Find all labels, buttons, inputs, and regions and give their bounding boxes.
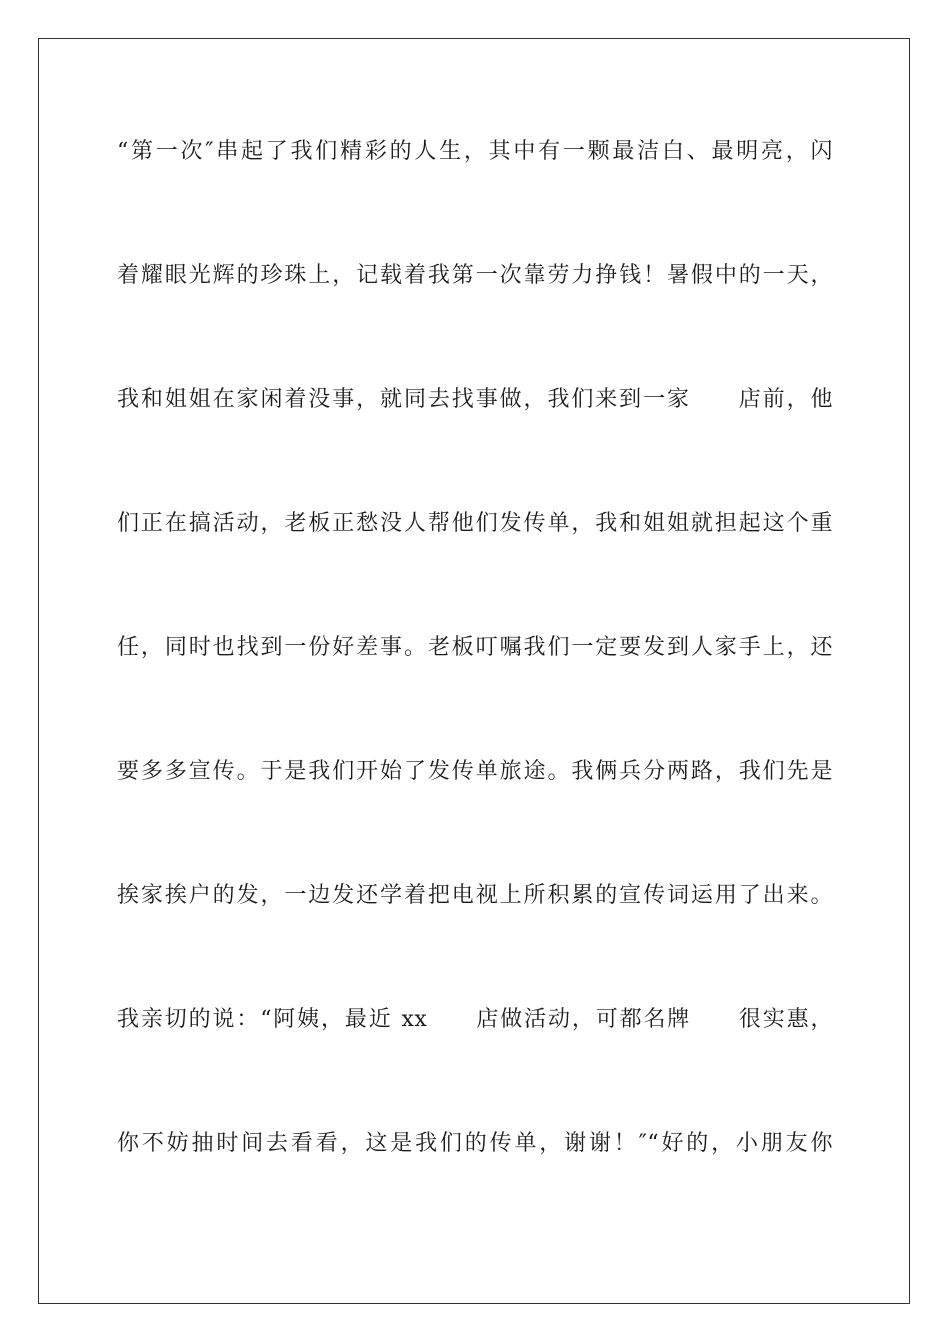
text-line-6: 要多多宣传。于是我们开始了发传单旅途。我俩兵分两路，我们先是	[117, 759, 833, 784]
text-line-2: 着耀眼光辉的珍珠上，记载着我第一次靠劳力挣钱！暑假中的一天，	[117, 263, 833, 288]
text-line-1: “第一次″串起了我们精彩的人生，其中有一颗最洁白、最明亮，闪	[117, 139, 833, 164]
document-body	[117, 128, 833, 1244]
text-line-3: 我和姐姐在家闲着没事，就同去找事做，我们来到一家 店前，他	[117, 387, 833, 412]
text-line-7: 挨家挨户的发，一边发还学着把电视上所积累的宣传词运用了出来。	[117, 883, 833, 908]
text-line-8: 我亲切的说：“阿姨，最近 xx 店做活动，可都名牌 很实惠，	[117, 1007, 833, 1032]
text-line-4: 们正在搞活动，老板正愁没人帮他们发传单，我和姐姐就担起这个重	[117, 511, 833, 536]
text-line-5: 任，同时也找到一份好差事。老板叮嘱我们一定要发到人家手上，还	[117, 635, 833, 660]
text-line-9: 你不妨抽时间去看看，这是我们的传单，谢谢！″“好的，小朋友你	[117, 1131, 833, 1156]
